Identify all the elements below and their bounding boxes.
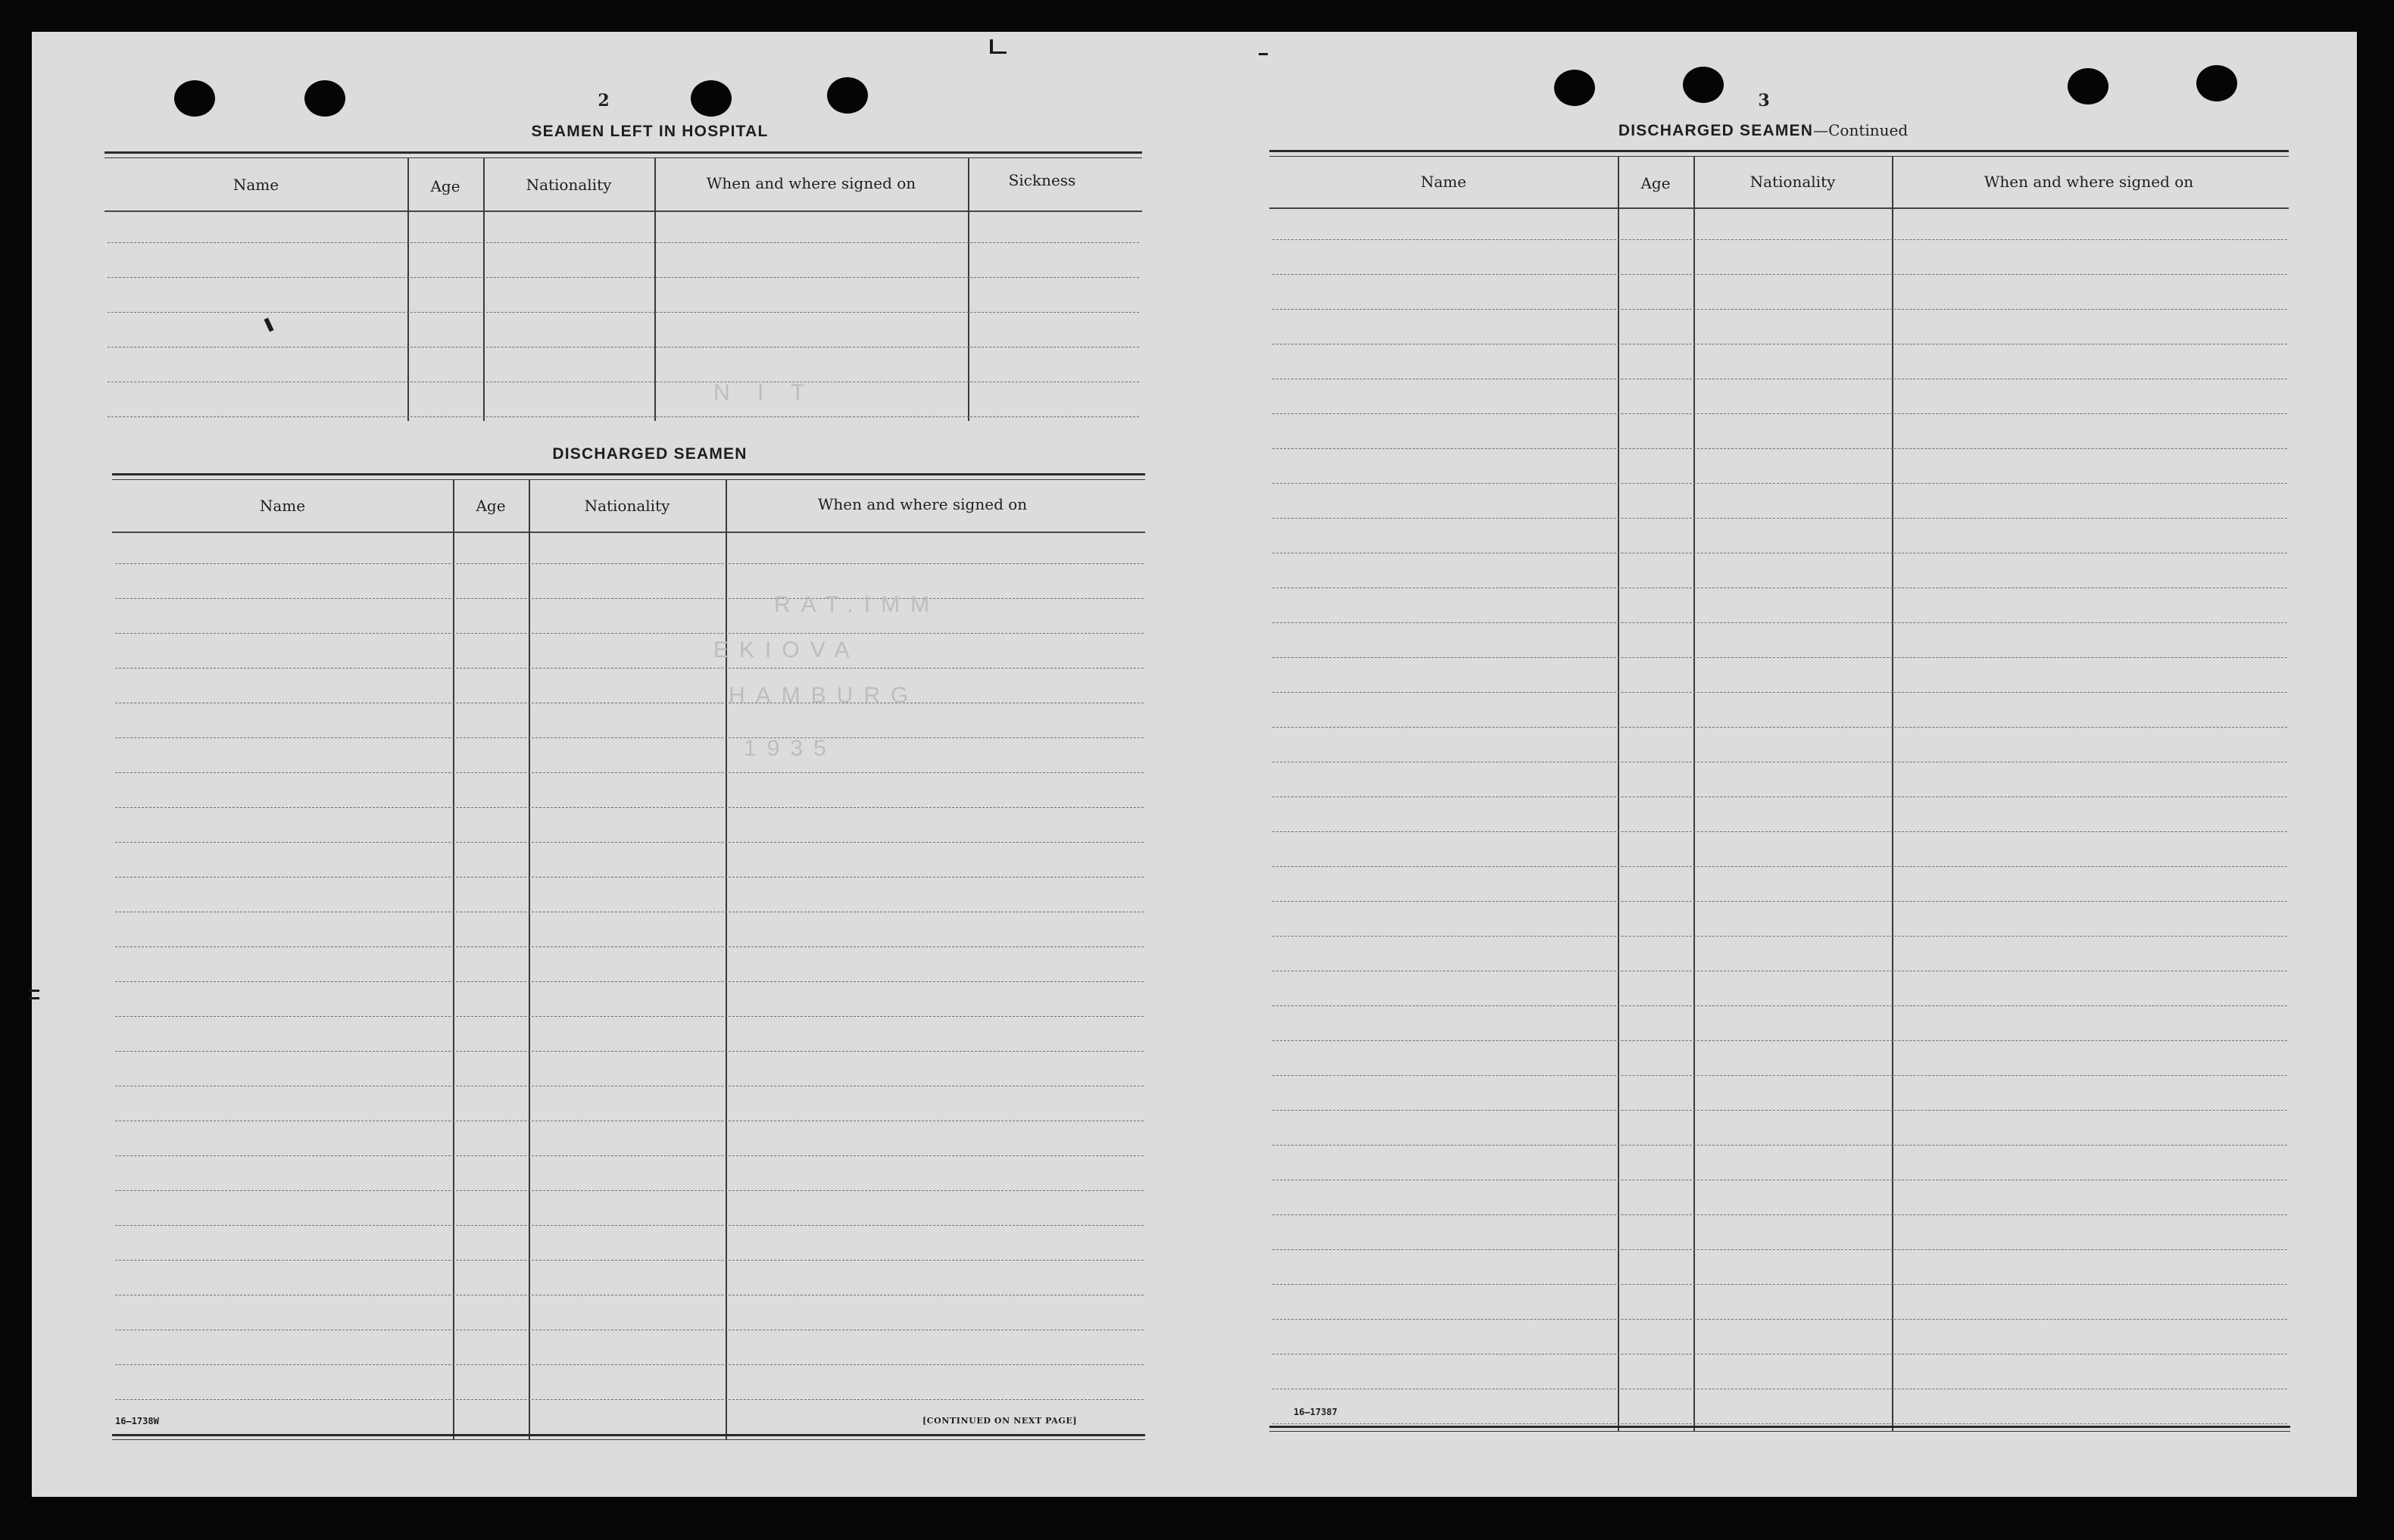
hospital-col-name: Name (233, 176, 279, 194)
table-ruled-line (115, 1399, 1144, 1400)
table-ruled-line (1272, 1284, 2287, 1285)
table-ruled-line (115, 737, 1144, 738)
scan-mark (1259, 53, 1268, 55)
table-ruled-line (115, 807, 1144, 808)
right-section-title-text: DISCHARGED SEAMEN (1618, 122, 1814, 139)
table-ruled-line (1272, 657, 2287, 658)
right-col-signed-on: When and where signed on (1984, 173, 2194, 191)
punch-hole (1554, 70, 1595, 106)
discharged-col-age: Age (476, 497, 506, 515)
punch-hole (1683, 67, 1724, 103)
scan-mark (264, 318, 273, 332)
table-ruled-line (108, 242, 1139, 243)
punch-hole (174, 80, 215, 117)
hospital-col-signed-on: When and where signed on (706, 174, 916, 192)
table-ruled-line (1272, 901, 2287, 902)
table-ruled-line (108, 312, 1139, 313)
hospital-header-rule (105, 210, 1142, 212)
table-ruled-line (1272, 1423, 2287, 1424)
table-ruled-line (115, 1155, 1144, 1156)
table-ruled-line (1272, 1249, 2287, 1250)
table-ruled-line (115, 563, 1144, 564)
right-section-title-suffix: —Continued (1813, 121, 1909, 139)
table-ruled-line (115, 633, 1144, 634)
table-ruled-line (1272, 483, 2287, 484)
punch-hole (2068, 68, 2108, 104)
right-page-number: 3 (1758, 91, 1770, 111)
table-ruled-line (108, 347, 1139, 348)
table-ruled-line (1272, 692, 2287, 693)
table-ruled-line (115, 981, 1144, 982)
table-ruled-line (1272, 413, 2287, 414)
table-ruled-line (115, 668, 1144, 669)
table-ruled-line (1272, 1040, 2287, 1041)
table-ruled-line (115, 1225, 1144, 1226)
table-ruled-line (115, 877, 1144, 878)
discharged-header-rule (112, 532, 1145, 533)
right-col-name: Name (1420, 173, 1467, 191)
table-ruled-line (115, 1364, 1144, 1365)
discharged-top-rule (112, 473, 1145, 475)
right-bottom-rule (1269, 1426, 2290, 1428)
discharged-section-title: DISCHARGED SEAMEN (552, 445, 748, 463)
table-ruled-line (115, 598, 1144, 599)
table-ruled-line (1272, 796, 2287, 797)
scan-mark (29, 990, 39, 992)
table-ruled-line (108, 416, 1139, 417)
table-ruled-line (1272, 448, 2287, 449)
table-ruled-line (1272, 727, 2287, 728)
left-form-number: 16—1738W (115, 1416, 159, 1426)
hospital-col-nationality: Nationality (526, 176, 612, 194)
table-ruled-line (115, 1051, 1144, 1052)
discharged-col-nationality: Nationality (584, 497, 670, 515)
table-ruled-line (1272, 1214, 2287, 1215)
punch-hole (2196, 65, 2237, 101)
table-ruled-line (1272, 1075, 2287, 1076)
right-top-rule (1269, 150, 2289, 152)
table-ruled-line (1272, 1319, 2287, 1320)
right-form-number: 16—17387 (1294, 1407, 1337, 1417)
table-ruled-line (108, 277, 1139, 278)
right-section-title (1460, 121, 2066, 140)
hospital-top-rule (105, 151, 1142, 154)
table-ruled-line (115, 772, 1144, 773)
table-ruled-line (1272, 1005, 2287, 1006)
right-col-nationality: Nationality (1749, 173, 1836, 191)
table-ruled-line (115, 946, 1144, 947)
discharged-col-name: Name (259, 497, 306, 515)
table-ruled-line (115, 1190, 1144, 1191)
hospital-section-title: SEAMEN LEFT IN HOSPITAL (531, 123, 769, 140)
left-page-number: 2 (598, 91, 610, 111)
punch-hole (827, 77, 868, 114)
hospital-col-sickness: Sickness (1008, 171, 1076, 189)
scan-mark (29, 997, 39, 999)
scanned-form-sheet: 2 SEAMEN LEFT IN HOSPITAL Name Age Nationality When and where signed on Sickness DISCHARGED SEAMEN Name Age Nationality When and where signed on 16—1738W [CONTINUED ON NEXT PAGE] N I T RAT.IMM EKIOVA HAMBURG 1935 3 DISCHARGED SEAMEN—Continued Name Age Nationality When and where signed on 16—17387 (32, 32, 2357, 1497)
table-ruled-line (1272, 1110, 2287, 1111)
table-ruled-line (115, 1016, 1144, 1017)
continued-note: [CONTINUED ON NEXT PAGE] (922, 1416, 1078, 1426)
table-ruled-line (1272, 1354, 2287, 1355)
table-ruled-line (1272, 309, 2287, 310)
hospital-col-age: Age (430, 177, 460, 195)
right-col-age: Age (1640, 174, 1671, 192)
right-header-rule (1269, 207, 2289, 209)
table-ruled-line (1272, 274, 2287, 275)
punch-hole (691, 80, 732, 117)
table-ruled-line (1272, 831, 2287, 832)
table-ruled-line (1272, 518, 2287, 519)
left-bottom-rule (112, 1434, 1145, 1436)
table-ruled-line (1272, 1145, 2287, 1146)
table-ruled-line (1272, 239, 2287, 240)
discharged-col-signed-on: When and where signed on (817, 495, 1028, 513)
scan-mark (990, 51, 1007, 54)
table-ruled-line (1272, 622, 2287, 623)
table-ruled-line (115, 842, 1144, 843)
punch-hole (304, 80, 345, 117)
table-ruled-line (1272, 866, 2287, 867)
table-ruled-line (115, 1260, 1144, 1261)
table-ruled-line (1272, 936, 2287, 937)
